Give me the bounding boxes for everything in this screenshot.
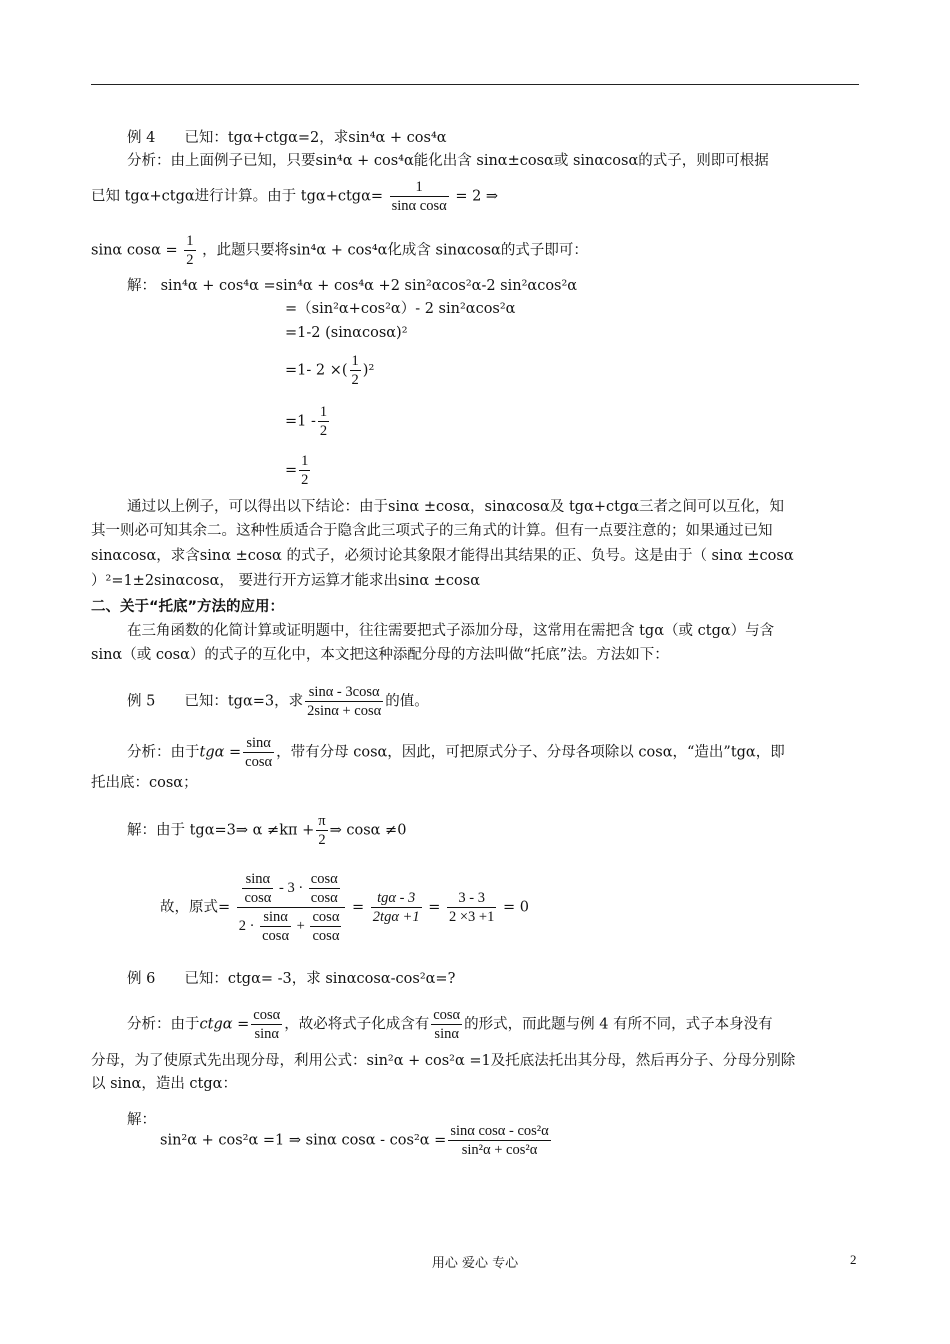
text-segment: = (285, 462, 298, 479)
text-segment: tgα = (199, 744, 242, 761)
text-segment: 故，原式= (160, 899, 231, 916)
text-segment: ，此题只要将sin⁴α + cos⁴α化成含 sinαcosα的式子即可： (202, 242, 588, 259)
fraction (251, 1006, 282, 1043)
denominator: 2sinα + cosα (307, 703, 382, 719)
fraction (318, 403, 329, 440)
denominator: 2 (351, 372, 359, 388)
example-4-solution-line-1: 解： sin⁴α + cos⁴α =sin⁴α + cos⁴α +2 sin²αcos²α-2 sin²αcos²α (127, 278, 578, 294)
denominator: cosα (310, 890, 338, 906)
example-6-solution-line (160, 1122, 553, 1159)
example-4-solution-line-2: =（sin²α+cos²α）- 2 sin²αcos²α (285, 301, 516, 317)
example-5-analysis-line-2: 托出底：cosα； (91, 775, 198, 791)
page-footer: 用心 爱心 专心 (431, 1256, 519, 1271)
example-4-analysis-line-2 (91, 178, 498, 215)
text-segment: ctgα = (199, 1016, 250, 1033)
fraction (350, 352, 361, 389)
numerator: sinα (243, 734, 274, 753)
fraction (431, 1006, 462, 1043)
example-4-analysis-line-3 (91, 232, 588, 269)
text-segment: - 3 · (279, 879, 304, 896)
numerator: sinα (260, 908, 291, 927)
numerator: cosα (253, 1007, 281, 1023)
example-5-heading (127, 683, 429, 720)
conclusion-line-1: 通过以上例子，可以得出以下结论：由于sinα ±cosα，sinαcosα及 tgα+ctgα三者之间可以互化，知 (127, 499, 785, 515)
text-segment: ⇒ cosα ≠0 (329, 822, 407, 839)
denominator: 2 ×3 +1 (448, 909, 495, 925)
compound-numerator (237, 870, 346, 908)
denominator: cosα (262, 928, 290, 944)
denominator: sin²α + cos²α (461, 1142, 538, 1158)
fraction (242, 870, 273, 907)
numerator: 3 - 3 (447, 889, 496, 908)
text-segment: sin²α + cos²α =1 ⇒ sinα cosα - cos²α = (160, 1132, 447, 1149)
numerator: sinα (242, 870, 273, 889)
fraction (447, 889, 496, 926)
example-4-solution-line-3: =1-2 (sinαcosα)² (285, 325, 408, 341)
denominator: 2 (318, 832, 326, 848)
denominator: sinα cosα (391, 198, 447, 214)
numerator: 1 (390, 178, 449, 197)
example-5-solution-line-1 (127, 812, 406, 849)
fraction (309, 870, 340, 907)
numerator: tgα - 3 (371, 889, 422, 908)
text-segment: = 2 ⇒ (455, 188, 499, 205)
example-4-analysis-line-1: 分析：由上面例子已知，只要sin⁴α + cos⁴α能化出含 sinα±cosα或 sinαcosα的式子，则即可根据 (127, 153, 769, 169)
text-segment: )² (362, 362, 375, 379)
compound-denominator (237, 908, 346, 945)
numerator: sinα cosα - cos²α (450, 1123, 549, 1139)
text-segment: 分析：由于 (127, 744, 200, 761)
numerator: π (318, 813, 326, 829)
fraction (305, 683, 383, 720)
page-number: 2 (850, 1252, 857, 1267)
conclusion-line-4: ）²=1±2sinαcosα， 要进行开方运算才能求出sinα ±cosα (91, 573, 481, 589)
text-segment: = 0 (502, 899, 529, 916)
example-6-analysis-line-1 (127, 1006, 773, 1043)
conclusion-line-2: 其一则必可知其余二。这种性质适合于隐含此三项式子的三角式的计算。但有一点要注意的；如果通过已知 (91, 523, 773, 539)
text-segment: = (352, 899, 365, 916)
numerator: cosα (310, 871, 338, 887)
text-segment: 例 5 已知：tgα=3，求 (127, 693, 304, 710)
example-6-heading: 例 6 已知：ctgα= -3，求 sinαcosα-cos²α=? (127, 971, 456, 987)
example-4-solution-line-5 (285, 403, 331, 440)
compound-fraction (237, 870, 346, 945)
fraction (299, 452, 310, 489)
text-segment: ，故必将式子化成含有 (284, 1016, 430, 1033)
denominator: sinα (254, 1026, 280, 1042)
numerator: sinα - 3cosα (305, 683, 383, 702)
text-segment: 分析：由于 (127, 1016, 200, 1033)
text-segment: 的形式，而此题与例 4 有所不同，式子本身没有 (464, 1016, 773, 1033)
example-6-solution-label: 解： (127, 1112, 156, 1128)
text-segment: =1- 2 ×( (285, 362, 348, 379)
numerator: 1 (301, 453, 309, 469)
text-segment: + (296, 917, 305, 934)
header-rule (91, 84, 859, 85)
text-segment: 解：由于 tgα=3⇒ α ≠kπ + (127, 822, 315, 839)
example-4-solution-line-6 (285, 452, 312, 489)
numerator: 1 (351, 353, 359, 369)
section-2-paragraph-line-2: sinα（或 cosα）的式子的互化中，本文把这种添配分母的方法叫做“托底”法。方法如下： (91, 647, 669, 663)
fraction (448, 1122, 550, 1159)
text-segment: 的值。 (385, 693, 429, 710)
text-segment: sinα cosα = (91, 242, 178, 259)
denominator: sinα (434, 1026, 459, 1042)
denominator: 2tgα +1 (372, 909, 420, 925)
denominator: 2 (186, 252, 194, 268)
example-6-analysis-line-3: 以 sinα，造出 ctgα： (91, 1076, 237, 1092)
section-2-title: 二、关于“托底”方法的应用： (91, 599, 285, 615)
fraction (260, 908, 291, 945)
fraction (390, 178, 449, 215)
example-4-heading: 例 4 已知：tgα+ctgα=2，求sin⁴α + cos⁴α (127, 130, 447, 146)
denominator: cosα (312, 928, 340, 944)
example-4-solution-line-4 (285, 352, 374, 389)
example-5-solution-line-2 (160, 870, 529, 945)
denominator: 2 (319, 423, 328, 439)
numerator: 1 (186, 233, 194, 249)
text-segment: ，带有分母 cosα，因此，可把原式分子、分母各项除以 cosα，“造出”tgα，即 (276, 744, 785, 761)
text-segment: =1 - (285, 413, 316, 430)
conclusion-line-3: sinαcosα，求含sinα ±cosα 的式子，必须讨论其象限才能得出其结果的正、负号。这是由于（ sinα ±cosα (91, 548, 794, 564)
denominator: 2 (301, 472, 309, 488)
fraction (184, 232, 195, 269)
example-5-analysis-line-1 (127, 734, 785, 771)
numerator: 1 (319, 404, 328, 420)
fraction (371, 889, 422, 926)
fraction (243, 734, 274, 771)
numerator: cosα (433, 1007, 461, 1023)
text-segment: = (428, 899, 441, 916)
numerator: cosα (312, 909, 340, 925)
example-6-analysis-line-2: 分母，为了使原式先出现分母，利用公式：sin²α + cos²α =1及托底法托出其分母，然后再分子、分母分别除 (91, 1053, 796, 1069)
text-segment: 2 · (238, 917, 255, 934)
fraction (310, 908, 341, 945)
section-2-paragraph-line-1: 在三角函数的化简计算或证明题中，往往需要把式子添加分母，这常用在需把含 tgα（或 ctgα）与含 (127, 623, 775, 639)
fraction (316, 812, 327, 849)
text-segment: 已知 tgα+ctgα进行计算。由于 tgα+ctgα= (91, 188, 384, 205)
denominator: cosα (245, 754, 273, 770)
denominator: cosα (244, 890, 272, 906)
